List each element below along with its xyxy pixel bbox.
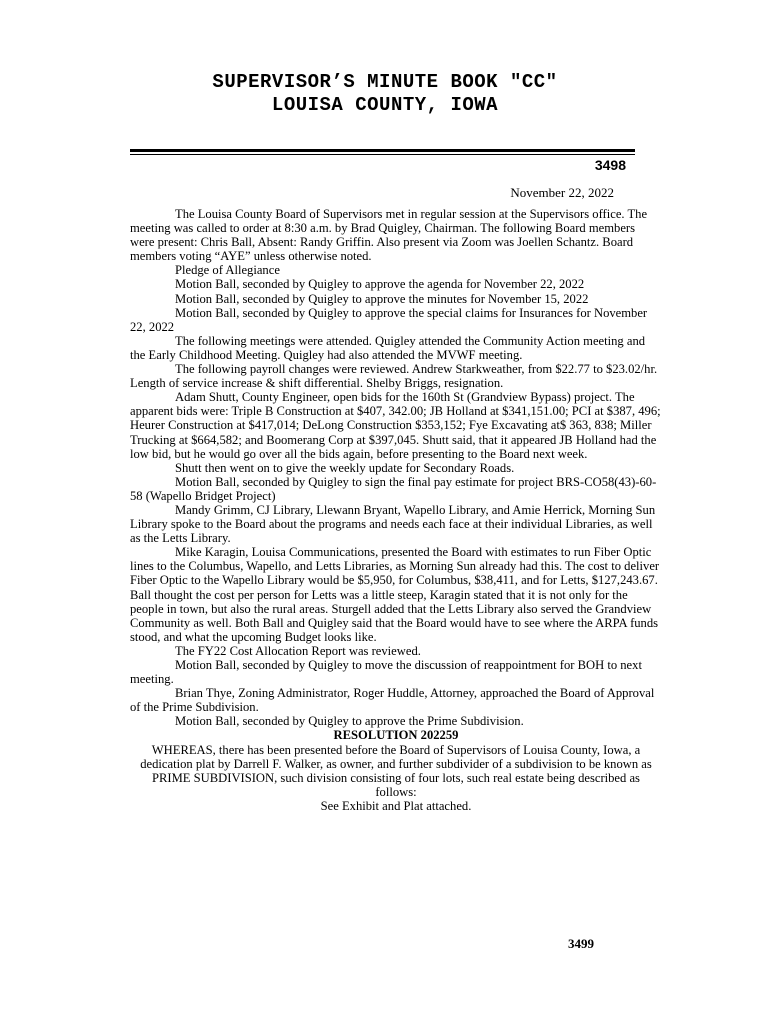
resolution-title: RESOLUTION 202259 [333, 728, 459, 743]
paragraph-prime-subdivision: Brian Thye, Zoning Administrator, Roger Huddle, Attorney, approached the Board of Approval of the Prime Subdivision. [130, 686, 655, 715]
meeting-date: November 22, 2022 [510, 185, 614, 200]
paragraph-payroll-changes: The following payroll changes were reviewed. Andrew Starkweather, from $22.77 to $23.02/hr. Length of service increase & shift differential. Shelby Briggs, resignation. [130, 362, 658, 391]
header-rule-thick [130, 149, 635, 152]
paragraph-motion-minutes: Motion Ball, seconded by Quigley to approve the minutes for November 15, 2022 [175, 291, 589, 306]
resolution-exhibit: See Exhibit and Plat attached. [320, 798, 472, 813]
paragraph-bids: Adam Shutt, County Engineer, open bids for the 160th St (Grandview Bypass) project. The apparent bids were: Triple B Construction at $407, 342.00; JB Holland at $341,151.00; PCI at $387, 496; Heurer Construction at $417,014; DeLong Construction $353,152; Fye Excavating at$ 363, 838; Miller Trucking at $664,582; and Boomerang Corp at $397,045. Shutt said, that it appeared JB Holland had the low bid, but he would go over all the bids again, before presenting to the Board next week. [130, 390, 661, 461]
paragraph-motion-agenda: Motion Ball, seconded by Quigley to approve the agenda for November 22, 2022 [175, 277, 585, 292]
header-title-line1: SUPERVISOR’S MINUTE BOOK "CC" [212, 71, 558, 93]
paragraph-meetings-attended: The following meetings were attended. Quigley attended the Community Action meeting and the Early Childhood Meeting. Quigley had also attended the MVWF meeting. [130, 333, 646, 362]
paragraph-cost-allocation: The FY22 Cost Allocation Report was reviewed. [175, 643, 421, 658]
paragraph-pay-estimate: Motion Ball, seconded by Quigley to sign the final pay estimate for project BRS-CO58(43)-60-58 (Wapello Bridget Project) [130, 474, 657, 503]
paragraph-boh-reappointment: Motion Ball, seconded by Quigley to move the discussion of reappointment for BOH to next meeting. [130, 658, 642, 687]
page-number-bottom: 3499 [568, 936, 594, 951]
paragraph-secondary-roads: Shutt then went on to give the weekly update for Secondary Roads. [175, 460, 515, 475]
paragraph-call-to-order: The Louisa County Board of Supervisors met in regular session at the Supervisors office. The meeting was called to order at 8:30 a.m. by Brad Quigley, Chairman. The following Board members were present: Chris Ball, Absent: Randy Griffin. Also present via Zoom was Joellen Schantz. Board members voting “AYE” unless otherwise noted. [130, 207, 648, 264]
paragraph-motion-prime: Motion Ball, seconded by Quigley to approve the Prime Subdivision. [175, 714, 524, 729]
paragraph-libraries: Mandy Grimm, CJ Library, Llewann Bryant, Wapello Library, and Amie Herrick, Morning Sun Library spoke to the Board about the programs and needs each face at their individual Libraries, as well as the Letts Library. [130, 502, 656, 546]
header-title-line2: LOUISA COUNTY, IOWA [271, 94, 499, 116]
document-header [0, 71, 770, 117]
page-number-top: 3498 [594, 157, 626, 173]
paragraph-pledge: Pledge of Allegiance [175, 263, 280, 278]
paragraph-fiber-optic: Mike Karagin, Louisa Communications, presented the Board with estimates to run Fiber Optic lines to the Columbus, Wapello, and Letts Libraries, as Morning Sun already had this. The cost to deliver Fiber Optic to the Wapello Library would be $5,950, for Columbus, $38,411, and for Letts, $127,243.67. Ball thought the cost per person for Letts was a little steep, Karagin stated that it is not only for the people in town, but also the rural areas. Sturgell added that the Letts Library also served the Grandview Community as well. Both Ball and Quigley said that the Board would have to see where the ARPA funds stood, and what the upcoming Budget looks like. [130, 545, 660, 644]
minutes-body [130, 207, 662, 813]
header-rule-thin [130, 154, 635, 155]
paragraph-motion-claims: Motion Ball, seconded by Quigley to approve the special claims for Insurances for November 22, 2022 [130, 305, 648, 334]
resolution-text: WHEREAS, there has been presented before the Board of Supervisors of Louisa County, Iowa, a dedication plat by Darrell F. Walker, as owner, and further subdivider of a subdivision to be known as PRIME SUBDIVISION, such division consisting of four lots, such real estate being described as follows: [140, 742, 652, 799]
